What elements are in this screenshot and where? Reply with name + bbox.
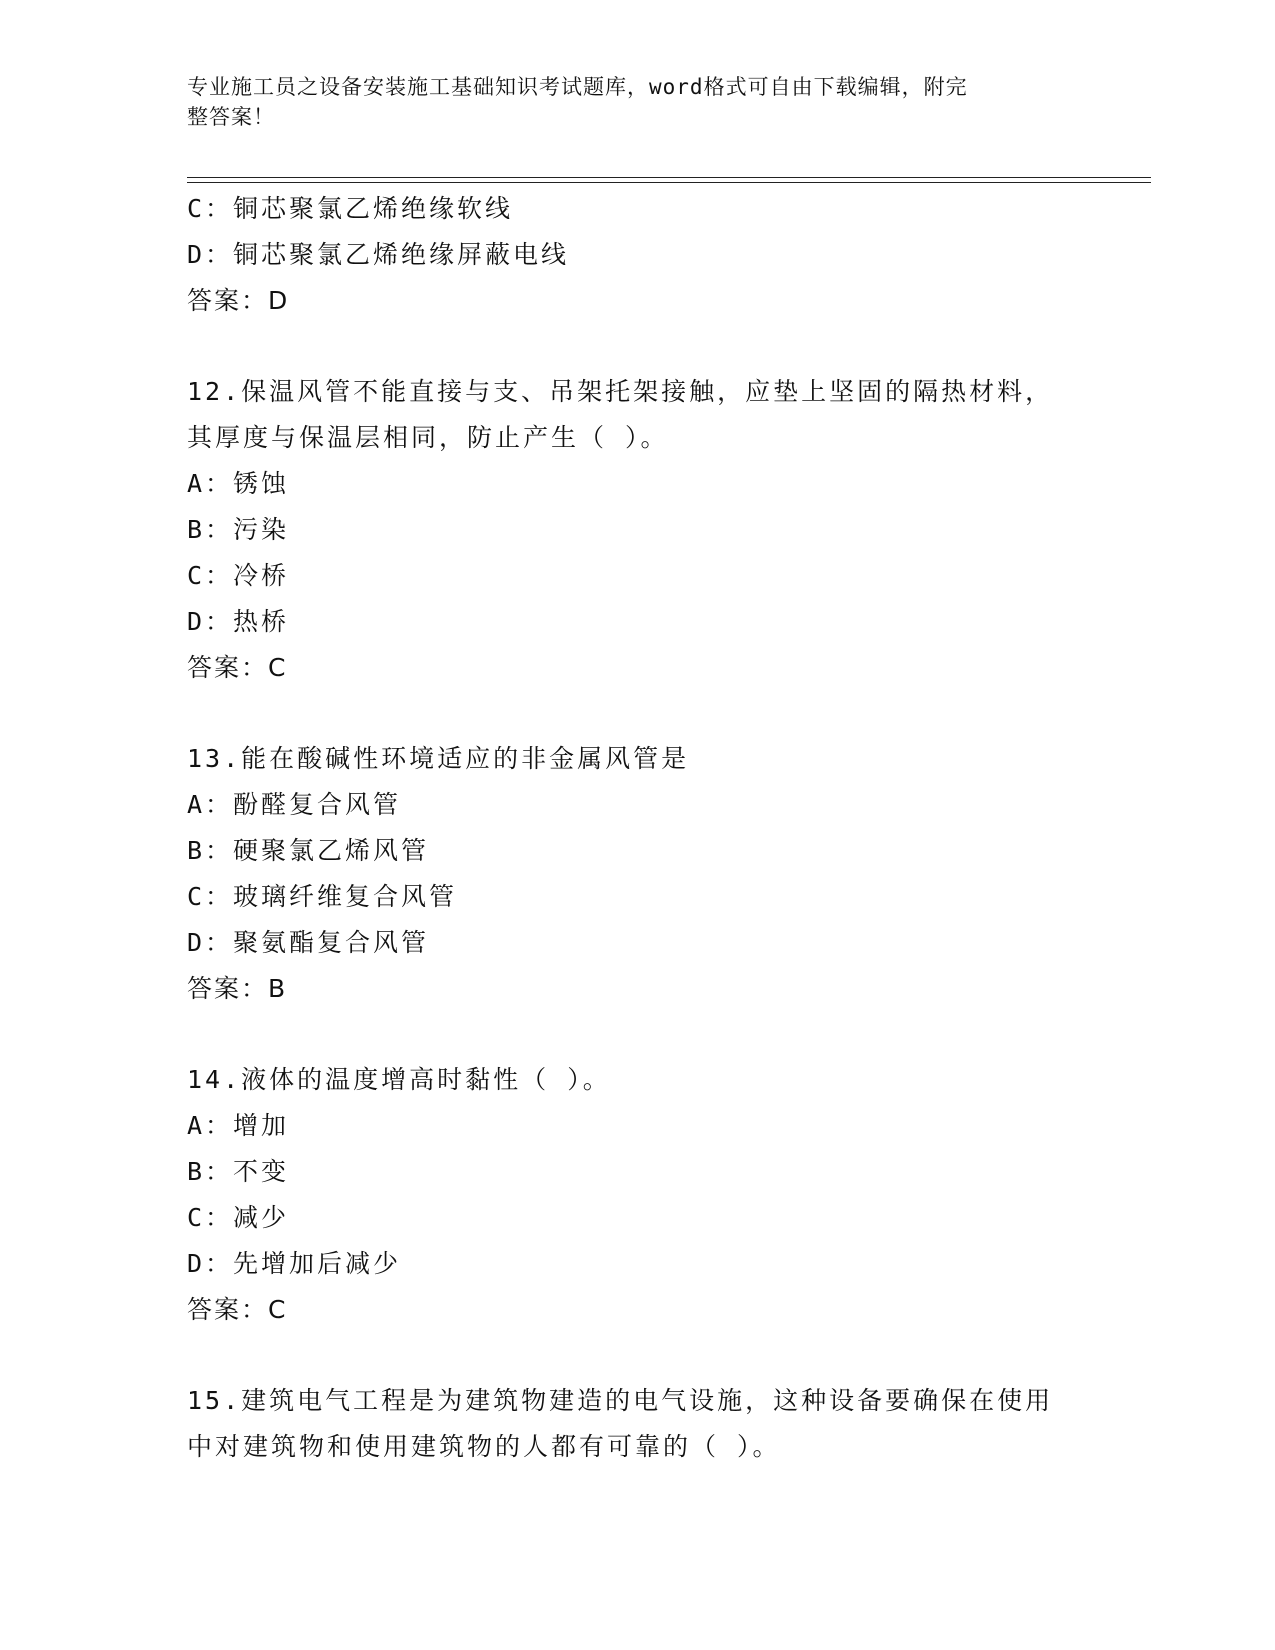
question-stem-line-1: 12.保温风管不能直接与支、吊架托架接触，应垫上坚固的隔热材料， <box>187 377 1054 406</box>
option-d: D：先增加后减少 <box>187 1249 402 1278</box>
answer-line: 答案：C <box>187 653 288 682</box>
question-12 <box>187 369 1087 691</box>
option-b: B：污染 <box>187 515 290 544</box>
option-d: D：铜芯聚氯乙烯绝缘屏蔽电线 <box>187 240 570 269</box>
header-line-1: 专业施工员之设备安装施工基础知识考试题库，word格式可自由下载编辑，附完 <box>187 75 968 99</box>
question-stem-line-1: 15.建筑电气工程是为建筑物建造的电气设施，这种设备要确保在使用 <box>187 1386 1054 1415</box>
answer-line: 答案：B <box>187 974 288 1003</box>
question-stem-line-1: 13.能在酸碱性环境适应的非金属风管是 <box>187 744 690 773</box>
option-c: C：减少 <box>187 1203 290 1232</box>
question-15 <box>187 1378 1087 1470</box>
document-header <box>187 72 1067 132</box>
question-stem-line-2: 中对建筑物和使用建筑物的人都有可靠的（ ）。 <box>187 1432 781 1461</box>
question-11-tail <box>187 186 1087 324</box>
option-a: A：增加 <box>187 1111 290 1140</box>
option-b: B：不变 <box>187 1157 290 1186</box>
header-line-2: 整答案！ <box>187 105 275 129</box>
question-stem-line-2: 其厚度与保温层相同，防止产生（ ）。 <box>187 423 669 452</box>
option-d: D：热桥 <box>187 607 290 636</box>
option-d: D：聚氨酯复合风管 <box>187 928 430 957</box>
answer-line: 答案：D <box>187 286 290 315</box>
question-13 <box>187 736 1087 1012</box>
question-14 <box>187 1057 1087 1333</box>
question-list <box>187 186 1087 1470</box>
option-a: A：锈蚀 <box>187 469 290 498</box>
answer-line: 答案：C <box>187 1295 288 1324</box>
option-c: C：铜芯聚氯乙烯绝缘软线 <box>187 194 514 223</box>
option-c: C：玻璃纤维复合风管 <box>187 882 458 911</box>
option-a: A：酚醛复合风管 <box>187 790 402 819</box>
header-divider-top <box>187 177 1151 178</box>
header-divider-bottom <box>187 182 1151 183</box>
question-stem-line-1: 14.液体的温度增高时黏性（ ）。 <box>187 1065 611 1094</box>
option-b: B：硬聚氯乙烯风管 <box>187 836 430 865</box>
option-c: C：冷桥 <box>187 561 290 590</box>
